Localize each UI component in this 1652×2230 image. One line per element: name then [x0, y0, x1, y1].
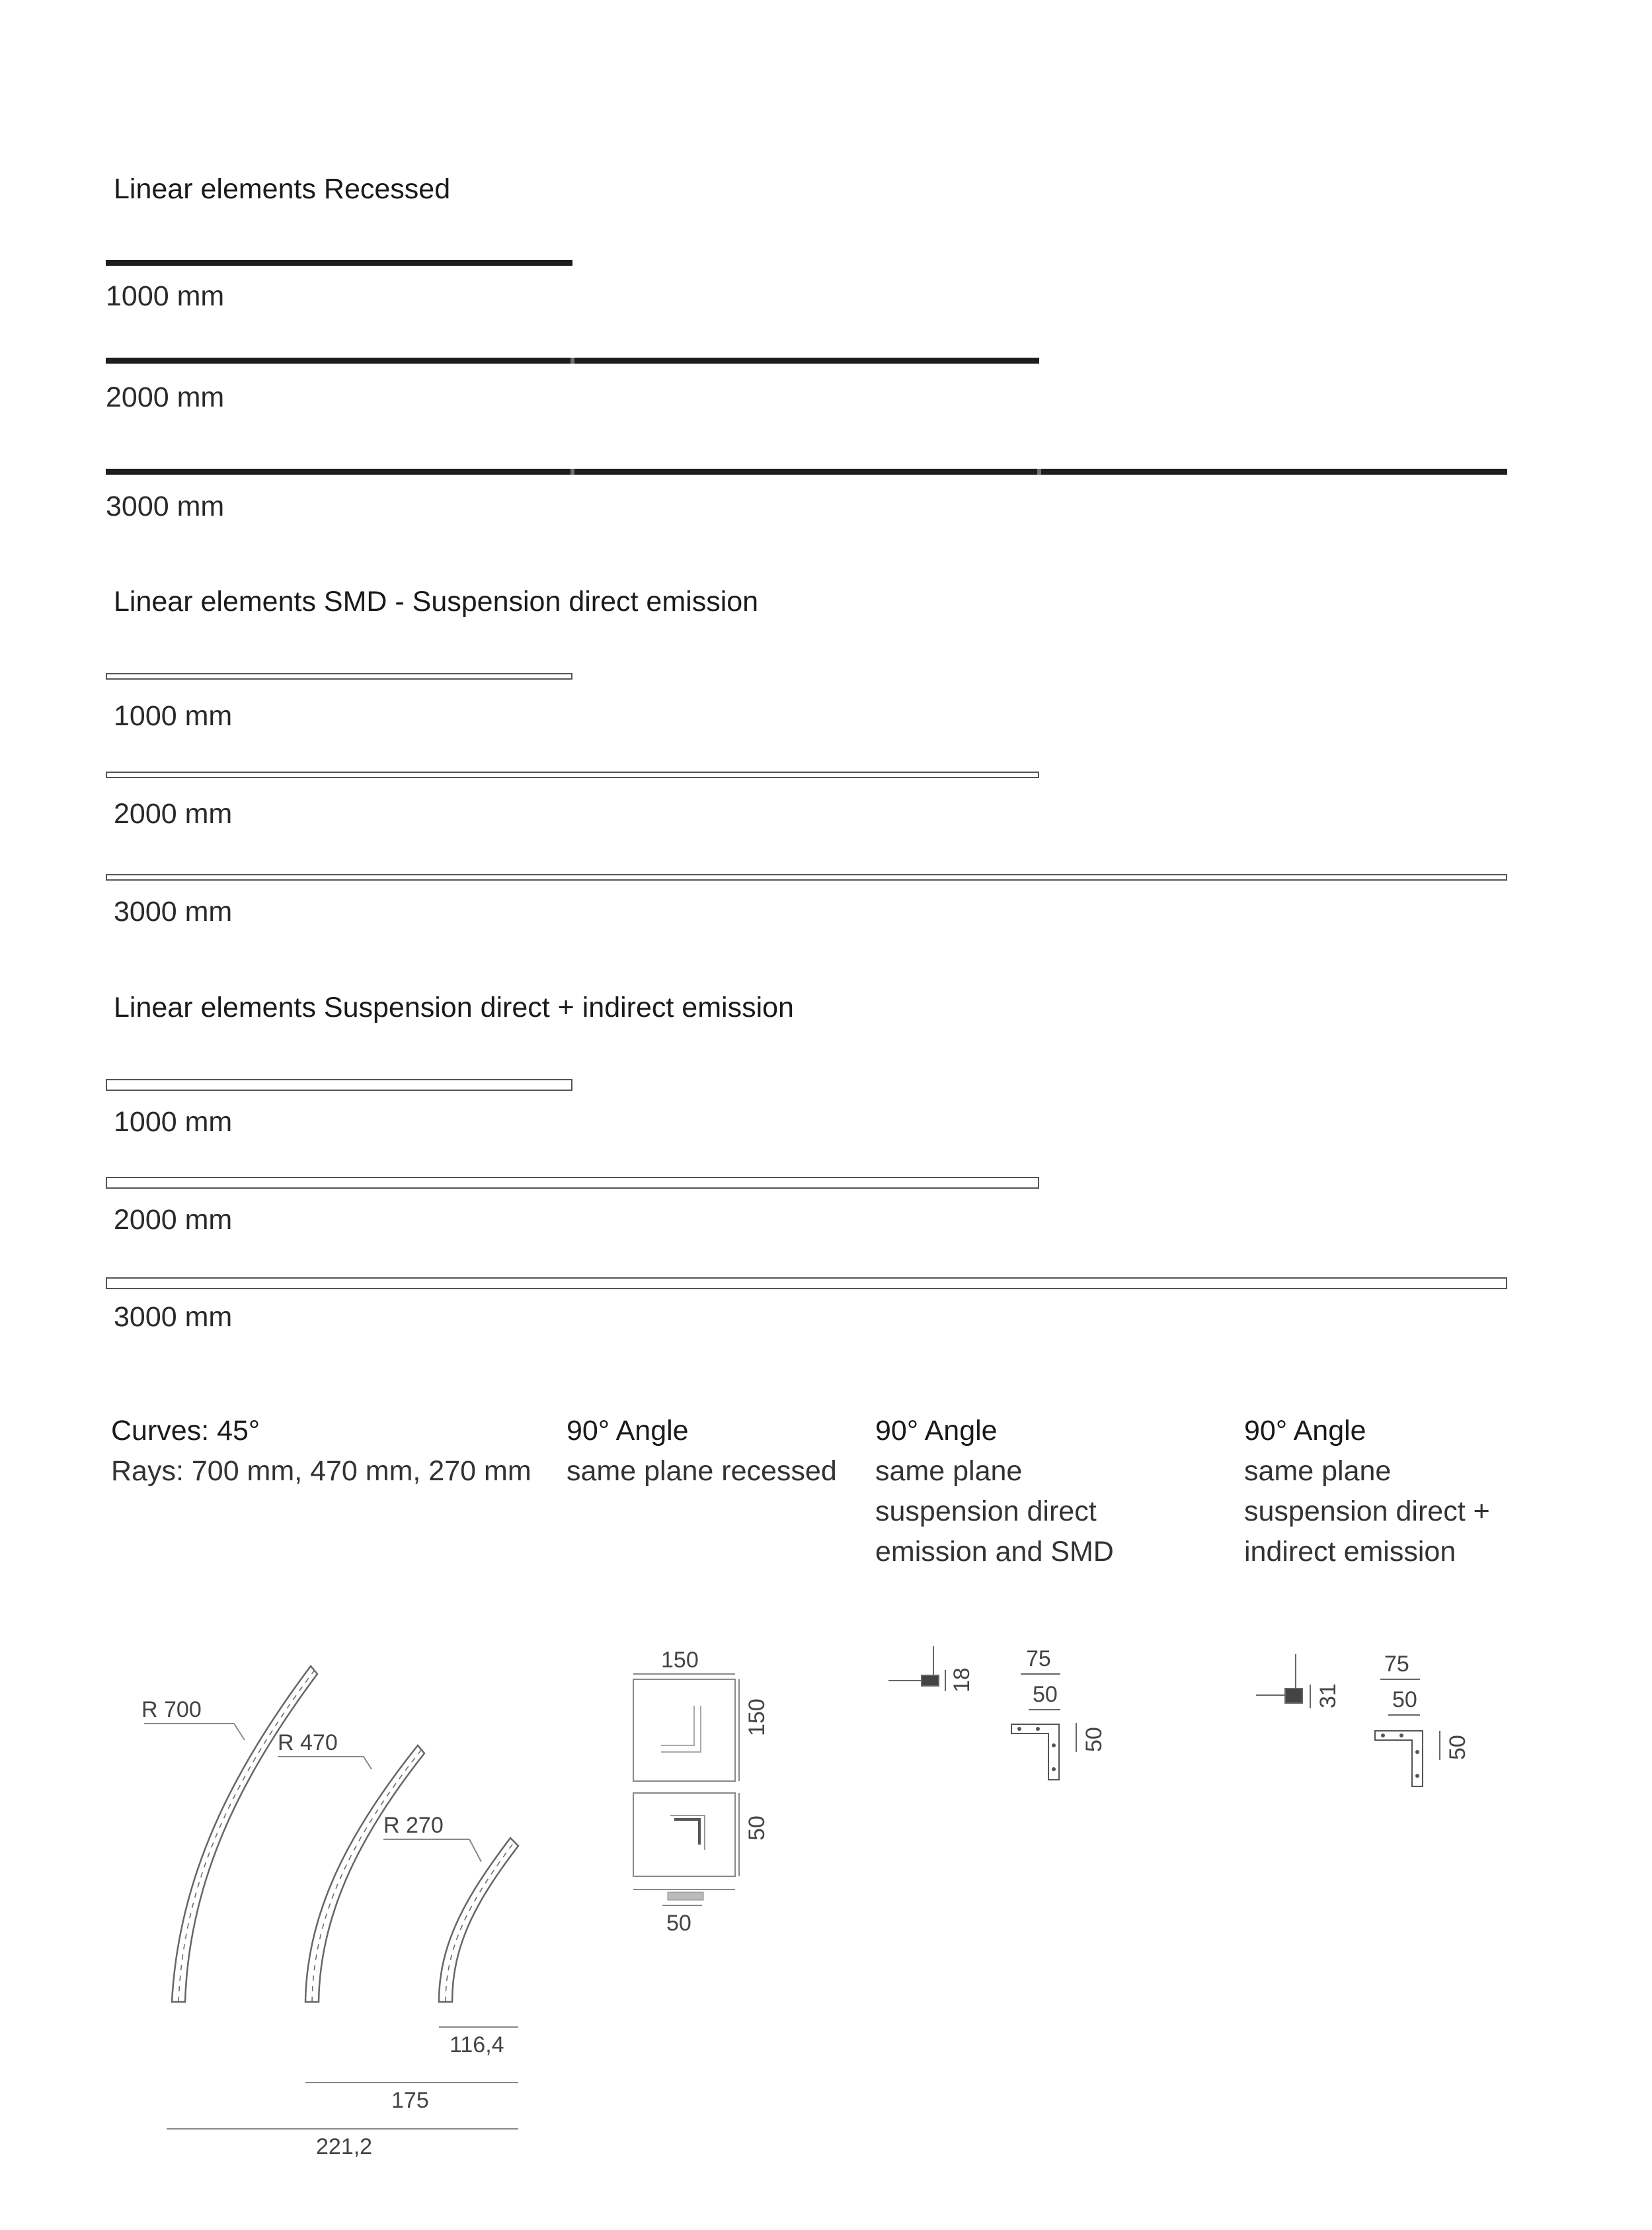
column-curves: [111, 1411, 531, 1492]
curve-r270: [439, 1838, 518, 2002]
column-line: Rays: 700 mm, 470 mm, 270 mm: [111, 1455, 531, 1487]
dim-150-v: 150: [744, 1698, 769, 1736]
hole: [1052, 1767, 1056, 1771]
l-outline: [1011, 1724, 1059, 1780]
recessed-label-3000: 3000 mm: [106, 491, 225, 522]
indirect-bar-2000: [106, 1177, 1039, 1189]
angle-smd-drawing: [873, 1640, 1124, 1798]
smd-profile: [922, 1675, 939, 1686]
dim-116: 116,4: [450, 2032, 504, 2057]
angle-recessed-drawing: [621, 1640, 793, 1970]
bar-joint: [570, 358, 574, 364]
hole: [1415, 1750, 1419, 1754]
hole: [1052, 1743, 1056, 1747]
hole: [1017, 1727, 1021, 1731]
column-angle-indirect: [1244, 1411, 1490, 1572]
section-title-recessed: Linear elements Recessed: [114, 173, 451, 205]
leader-r470: [364, 1757, 372, 1769]
column-title: 90° Angle: [875, 1415, 998, 1447]
recessed-top-view: [633, 1679, 735, 1781]
dim-50-v: 50: [1082, 1727, 1107, 1752]
indirect-l-shape: [1375, 1731, 1423, 1786]
column-line: indirect emission: [1244, 1536, 1456, 1568]
indirect-bar-1000: [106, 1079, 572, 1091]
column-line: same plane: [1244, 1455, 1392, 1487]
indirect-bar-3000: [106, 1277, 1507, 1289]
section-title-indirect: Linear elements Suspension direct + indirect emission: [114, 992, 794, 1023]
column-line: same plane: [875, 1455, 1023, 1487]
column-title: Curves: 45°: [111, 1415, 260, 1447]
recessed-profile: [668, 1892, 703, 1900]
recessed-bar-1000: [106, 260, 572, 266]
recessed-l-shape: [661, 1706, 701, 1752]
indirect-profile: [1285, 1689, 1302, 1703]
dim-75: 75: [1026, 1646, 1051, 1671]
dim-50-h: 50: [1392, 1687, 1417, 1712]
indirect-label-1000: 1000 mm: [114, 1106, 233, 1138]
hole: [1399, 1733, 1403, 1737]
leader-r700: [234, 1724, 245, 1740]
hole: [1036, 1727, 1040, 1731]
recessed-label-2000: 2000 mm: [106, 381, 225, 413]
recessed-l-section: [670, 1815, 705, 1850]
curve-r470-centerline: [312, 1749, 422, 2002]
leader-r270: [469, 1839, 481, 1862]
recessed-shapes: [633, 1674, 739, 1905]
l-outline: [661, 1706, 694, 1745]
column-line: same plane recessed: [567, 1455, 837, 1487]
smd-label-2000: 2000 mm: [114, 798, 233, 830]
smd-bar-3000: [106, 874, 1507, 881]
label-r470: R 470: [278, 1730, 338, 1755]
angle-indirect-drawing: [1243, 1640, 1494, 1798]
curve-r470: [305, 1745, 424, 2002]
dim-50-h: 50: [1033, 1682, 1058, 1707]
section-title-smd: Linear elements SMD - Suspension direct emission: [114, 586, 759, 617]
l-section: [674, 1819, 699, 1845]
smd-label-3000: 3000 mm: [114, 896, 233, 928]
smd-bar-1000: [106, 673, 572, 680]
hole: [1415, 1774, 1419, 1778]
dim-31: 31: [1316, 1683, 1341, 1708]
hole: [1381, 1733, 1385, 1737]
column-angle-smd: [875, 1411, 1114, 1572]
curves-drawing: [119, 1640, 555, 2182]
bar-joint: [570, 469, 574, 475]
recessed-bar-2000: [106, 358, 1039, 364]
column-line: emission and SMD: [875, 1536, 1114, 1568]
label-r700: R 700: [141, 1697, 202, 1722]
l-outline: [1375, 1731, 1423, 1786]
dim-175: 175: [391, 2088, 429, 2113]
curve-shapes: [172, 1666, 518, 2002]
column-angle-recessed: [567, 1411, 837, 1492]
recessed-bar-3000: [106, 469, 1507, 475]
indirect-label-2000: 2000 mm: [114, 1204, 233, 1236]
smd-l-shape: [1011, 1724, 1059, 1780]
dim-50-v: 50: [1445, 1735, 1470, 1760]
column-line: suspension direct +: [1244, 1495, 1490, 1527]
column-title: 90° Angle: [567, 1415, 689, 1447]
dim-50-v: 50: [744, 1815, 769, 1841]
column-title: 90° Angle: [1244, 1415, 1366, 1447]
label-r270: R 270: [383, 1813, 444, 1838]
dim-18: 18: [949, 1667, 974, 1692]
bar-joint: [1037, 469, 1041, 475]
recessed-label-1000: 1000 mm: [106, 280, 225, 312]
dim-50-h: 50: [666, 1911, 691, 1936]
dim-75: 75: [1384, 1652, 1409, 1677]
smd-bar-2000: [106, 772, 1039, 778]
recessed-section-view: [633, 1793, 735, 1876]
smd-label-1000: 1000 mm: [114, 700, 233, 732]
dim-221: 221,2: [316, 2134, 373, 2159]
indirect-label-3000: 3000 mm: [114, 1301, 233, 1333]
column-line: suspension direct: [875, 1495, 1097, 1527]
dim-150-h: 150: [661, 1648, 699, 1673]
